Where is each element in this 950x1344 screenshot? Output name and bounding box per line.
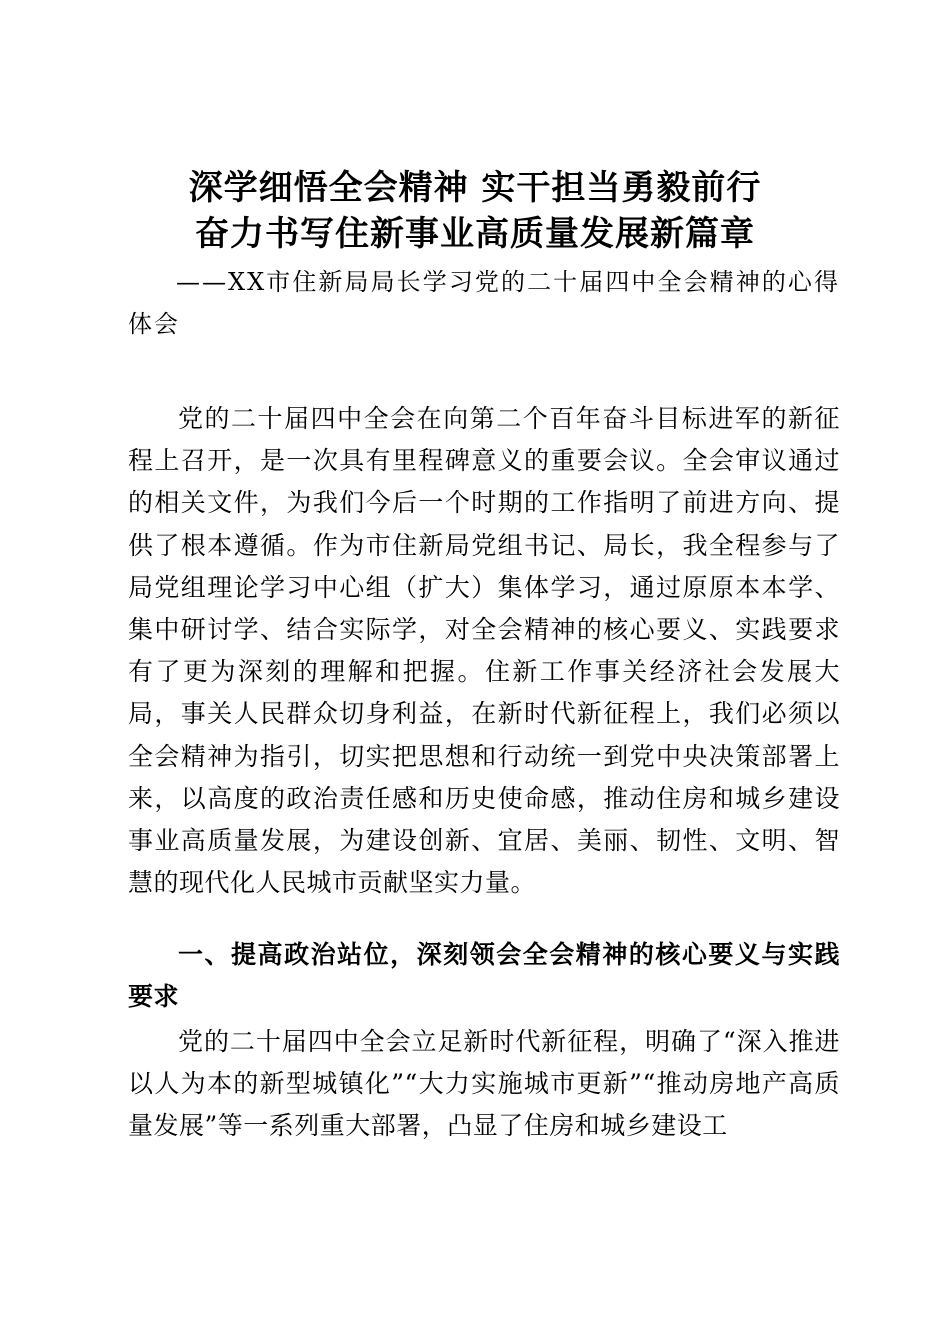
body-paragraph-2: 党的二十届四中全会立足新时代新征程，明确了“深入推进以人为本的新型城镇化”“大力实施城市更新”“推动房地产高质量发展”等一系列重大部署，凸显了住房和城乡建设工	[128, 1027, 840, 1141]
document-subtitle: ——XX市住新局局长学习党的二十届四中全会精神的心得体会	[128, 268, 840, 338]
document-title-line-1: 深学细悟全会精神 实干担当勇毅前行	[188, 168, 762, 208]
body-paragraph-1: 党的二十届四中全会在向第二个百年奋斗目标进军的新征程上召开，是一次具有里程碑意义的重要会议。全会审议通过的相关文件，为我们今后一个时期的工作指明了前进方向、提供了根本遵循。作为市住新局党组书记、局长，我全程参与了局党组理论学习中心组（扩大）集体学习，通过原原本本学、集中研讨学、结合实际学，对全会精神的核心要义、实践要求有了更为深刻的理解和把握。住新工作事关经济社会发展大局，事关人民群众切身利益，在新时代新征程上，我们必须以全会精神为指引，切实把思想和行动统一到党中央决策部署上来，以高度的政治责任感和历史使命感，推动住房和城乡建设事业高质量发展，为建设创新、宜居、美丽、韧性、文明、智慧的现代化人民城市贡献坚实力量。	[128, 404, 840, 898]
section-heading-1: 一、提高政治站位，深刻领会全会精神的核心要义与实践要求	[128, 940, 840, 1012]
document-title-line-2: 奋力书写住新事业高质量发展新篇章	[195, 214, 755, 254]
